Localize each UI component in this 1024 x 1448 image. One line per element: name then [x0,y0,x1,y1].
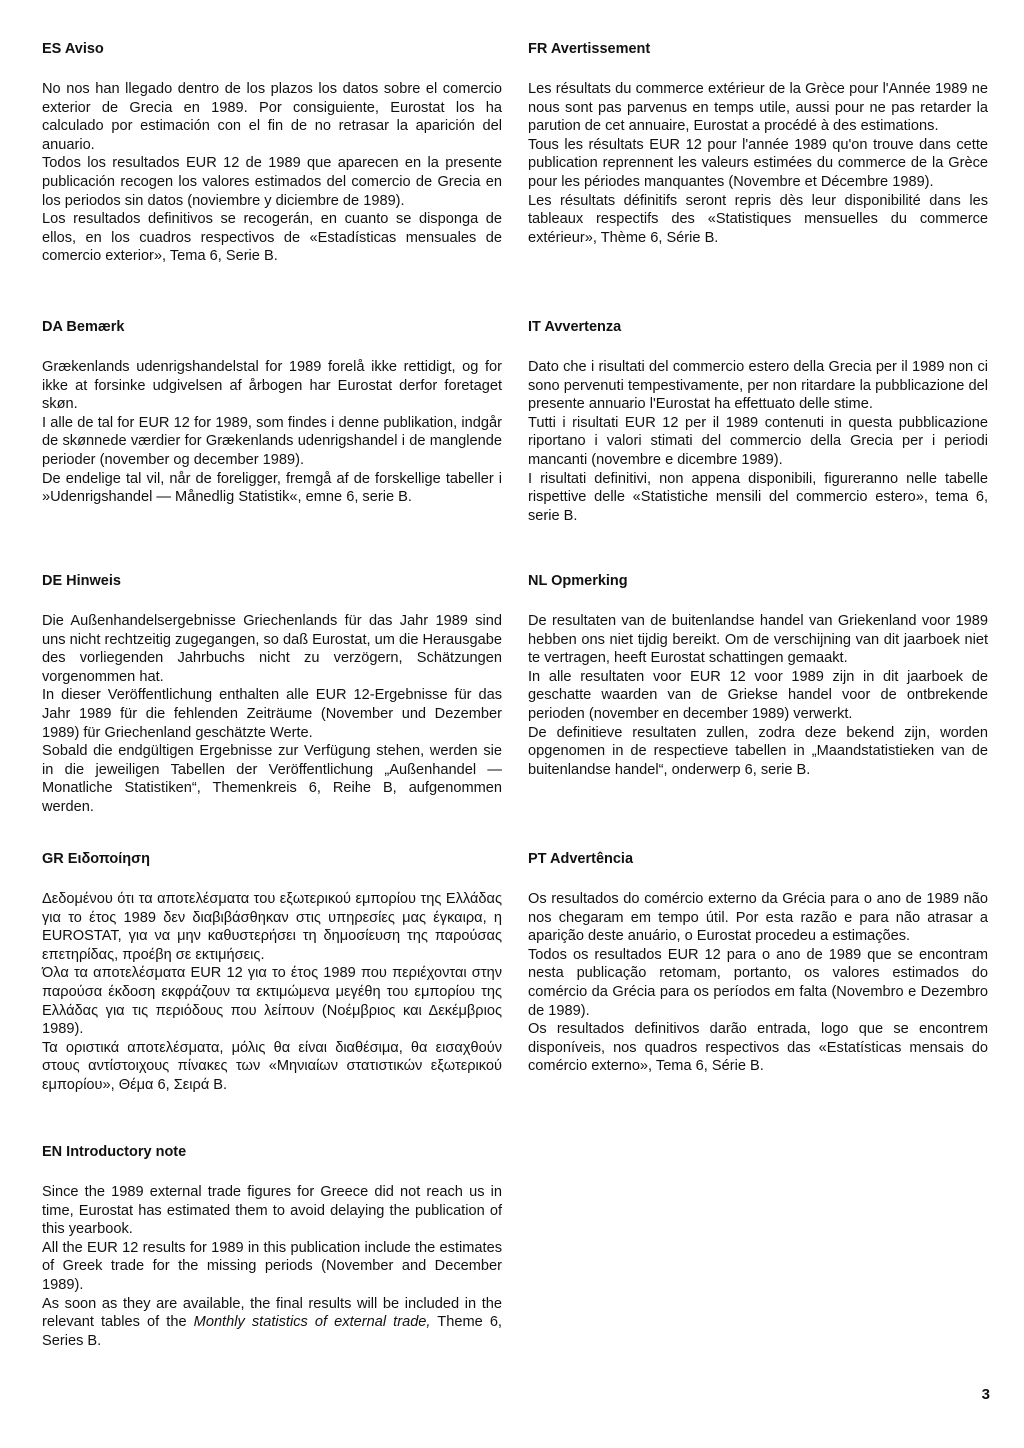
notice-paragraph: De definitieve resultaten zullen, zodra deze bekend zijn, worden opgenomen in de respectieve tabellen in „Maandstatistieken van de buitenlandse handel“, onderwerp 6, serie B. [528,724,988,778]
notice-paragraph: Todos os resultados EUR 12 para o ano de 1989 que se encontram nesta publicação retomam, portanto, os valores estimados do comércio da Grécia para os períodos em falta (Novembro e Dezembro de 1989). [528,946,988,1019]
notice-en [42,1143,502,1350]
notice-da [42,318,502,507]
notice-paragraph: Todos los resultados EUR 12 de 1989 que aparecen en la presente publicación recogen los valores estimados del comercio de Grecia en los periodos sin datos (noviembre y diciembre de 1989). [42,155,502,209]
notice-nl [528,572,988,779]
notice-heading: FR Avertissement [528,41,651,57]
notice-paragraph: Όλα τα αποτελέσματα EUR 12 για το έτος 1989 που περιέχονται στην παρούσα έκδοση εκφράζουν τα εκτιμώμενα μεγέθη του εμπορίου της Ελλάδας για τις περιόδους που λείπουν (Νοέμβριος και Δεκέμβριος 1989). [42,965,502,1038]
page-number: 3 [981,1386,990,1403]
notice-paragraph: Δεδομένου ότι τα αποτελέσματα του εξωτερικού εμπορίου της Ελλάδας για το έτος 1989 δεν διαβιβάσθηκαν στις υπηρεσίες μας έγκαιρα, η EUROSTAT, για να μην καθυστερήσει τη δημοσίευση της παρούσας επετηρίδας, προέβη σε εκτιμήσεις. [42,891,502,963]
notice-text: As soon as they are available, the final results will be included in the relevant tables of the [42,1295,502,1331]
notice-paragraph: All the EUR 12 results for 1989 in this publication include the estimates of Greek trade for the missing periods (November and December 1989). [42,1239,502,1293]
notice-heading: GR Ειδοποίηση [42,851,150,867]
notice-paragraph: In alle resultaten voor EUR 12 voor 1989 zijn in dit jaarboek de geschatte waarden van de Griekse handel voor de ontbrekende perioden (november en december 1989) verwerkt. [528,668,988,722]
notice-paragraph: Grækenlands udenrigshandelstal for 1989 forelå ikke rettidigt, og for ikke at forsinke udgivelsen af årbogen har Eurostat derfor foretaget skøn. [42,359,502,413]
notice-paragraph: Dato che i risultati del commercio estero della Grecia per il 1989 non ci sono pervenuti tempestivamente, per non ritardare la pubblicazione del presente annuario l'Eurostat ha effettuato delle stime. [528,359,988,413]
notice-paragraph: De endelige tal vil, når de foreligger, fremgå af de forskellige tabeller i »Udenrigshandel — Månedlig Statistik«, emne 6, serie B. [42,470,502,506]
notice-paragraph: Les résultats du commerce extérieur de la Grèce pour l'Année 1989 ne nous sont pas parvenus en temps utile, aussi pour ne pas retarder la parution de cet annuaire, Eurostat a procédé à des estimations. [528,81,988,135]
notice-paragraph: Les résultats définitifs seront repris dès leur disponibilité dans les tableaux respectifs des «Statistiques mensuelles du commerce extérieur», Thème 6, Série B. [528,192,988,246]
notice-heading: NL Opmerking [528,573,628,589]
notice-heading: ES Aviso [42,41,104,57]
notice-heading: DE Hinweis [42,573,121,589]
notice-text: Theme 6, Series B. [42,1314,502,1349]
notice-paragraph: I alle de tal for EUR 12 for 1989, som findes i denne publikation, indgår de skønnede værdier for Grækenlands udenrigshandel i de manglende perioder (november og december 1989). [42,414,502,468]
notice-paragraph: Tutti i risultati EUR 12 per il 1989 contenuti in questa pubblicazione riportano i valori stimati del commercio della Grecia per i periodi mancanti (novembre e dicembre 1989). [528,414,988,468]
notice-heading: IT Avvertenza [528,319,622,335]
notice-gr [42,850,502,1095]
notice-paragraph: Os resultados do comércio externo da Grécia para o ano de 1989 não nos chegaram em tempo útil. Por esta razão e para não atrasar a aparição deste anuário, o Eurostat procedeu a estimações. [528,891,988,945]
notice-heading: PT Advertência [528,851,634,867]
notice-it [528,318,988,525]
notice-de [42,572,502,817]
notice-paragraph: Τα οριστικά αποτελέσματα, μόλις θα είναι διαθέσιμα, θα εισαχθούν στους αντίστοιχους πίνακες των «Μηνιαίων στατιστικών εξωτερικού εμπορίου», Θέμα 6, Σειρά B. [42,1039,502,1093]
notice-paragraph: In dieser Veröffentlichung enthalten alle EUR 12-Ergebnisse für das Jahr 1989 für die fehlenden Zeiträume (November und Dezember 1989) für Griechenland geschätzte Werte. [42,687,502,741]
notice-paragraph: Die Außenhandelsergebnisse Griechenlands für das Jahr 1989 sind uns nicht rechtzeitig zugegangen, so daß Eurostat, um die Herausgabe des vorliegenden Jahrbuchs nicht zu verzögern, Schätzungen vorgenommen hat. [42,613,502,685]
notice-pt [528,850,988,1076]
notice-heading: DA Bemærk [42,319,125,335]
notice-paragraph: Os resultados definitivos darão entrada, logo que se encontrem disponíveis, nos quadros respectivos das «Estatísticas mensais do comércio externo», Tema 6, Série B. [528,1021,988,1075]
notice-es [42,40,502,266]
notice-paragraph: Tous les résultats EUR 12 pour l'année 1989 qu'on trouve dans cette publication reprennent les valeurs estimées du commerce de la Grèce pour les périodes manquantes (Novembre et Décembre 1989). [528,136,988,190]
notice-paragraph: Since the 1989 external trade figures for Greece did not reach us in time, Eurostat has estimated them to avoid delaying the publication of this yearbook. [42,1184,502,1238]
notice-fr [528,40,988,247]
publication-title: Monthly statistics of external trade, [193,1314,431,1331]
notice-paragraph: I risultati definitivi, non appena disponibili, figureranno nelle tabelle rispettive delle «Statistiche mensili del commercio estero», tema 6, serie B. [528,470,988,524]
notice-paragraph: De resultaten van de buitenlandse handel van Griekenland voor 1989 hebben ons niet tijdig bereikt. Om de verschijning van dit jaarboek niet te vertragen, heeft Eurostat schattingen gemaakt. [528,613,988,667]
notice-heading: EN Introductory note [42,1144,187,1160]
notice-paragraph: Los resultados definitivos se recogerán, en cuanto se disponga de ellos, en los cuadros respectivos de «Estadísticas mensuales de comercio exterior», Tema 6, Serie B. [42,211,502,265]
notice-paragraph [42,1295,502,1351]
notice-paragraph: Sobald die endgültigen Ergebnisse zur Verfügung stehen, werden sie in die jeweiligen Tabellen der Veröffentlichung „Außenhandel — Monatliche Statistiken“, Themenkreis 6, Reihe B, aufgenommen werden. [42,743,502,815]
notice-paragraph: No nos han llegado dentro de los plazos los datos sobre el comercio exterior de Grecia en 1989. Por consiguiente, Eurostat los ha calculado por estimación con el fin de no retrasar la aparición del anuario. [42,81,502,153]
